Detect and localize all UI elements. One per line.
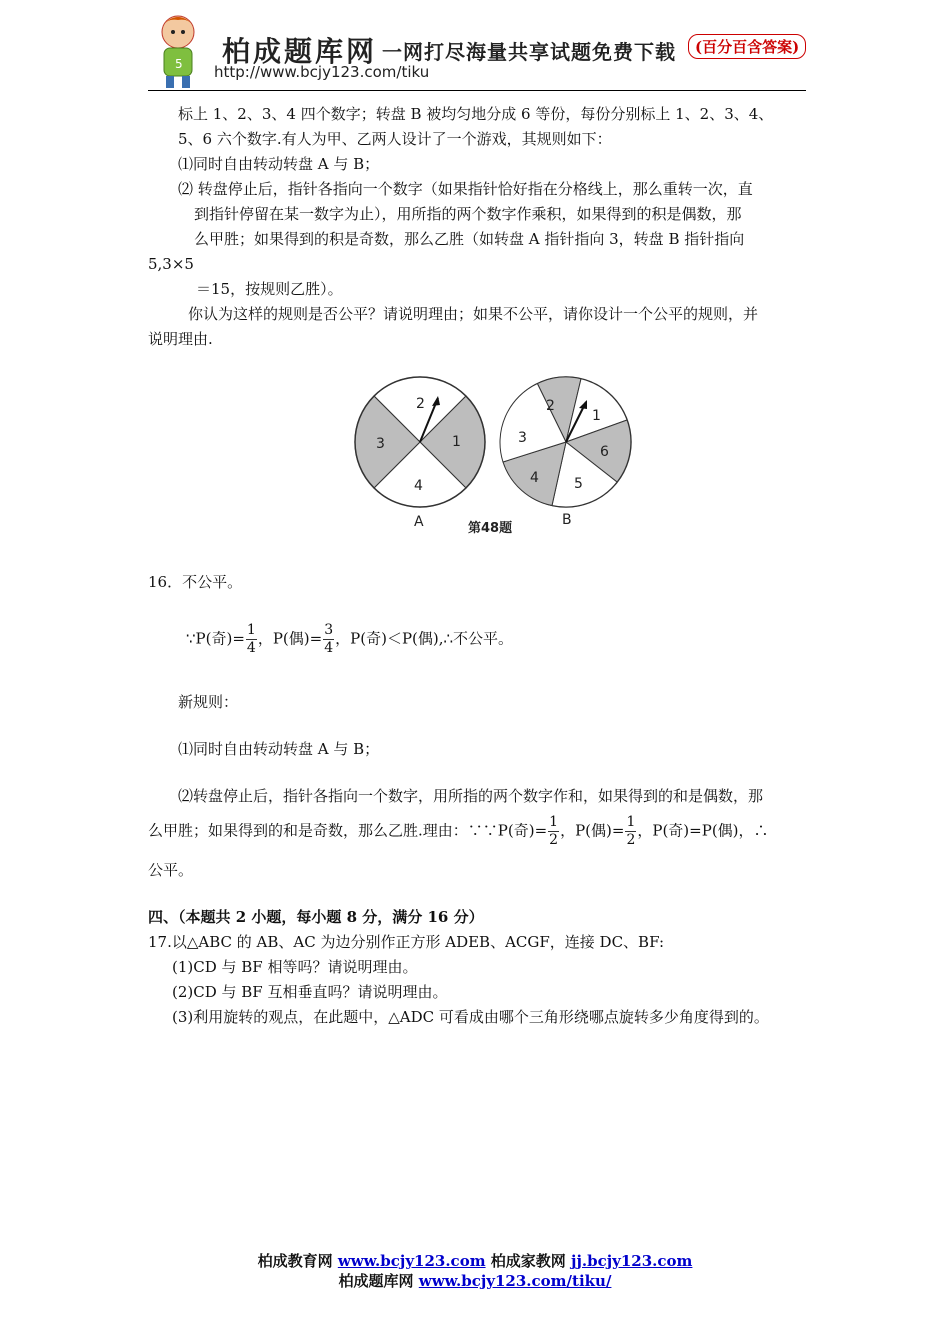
wheel-b-label-4: 4: [530, 470, 539, 486]
wheel-a: [355, 377, 485, 530]
problem-line: 到指针停留在某一数字为止），用所指的两个数字作乘积，如果得到的积是偶数，那: [194, 205, 742, 223]
question-17-part-3: (3)利用旋转的观点，在此题中，△ADC 可看成由哪个三角形绕哪点旋转多少角度得到的。: [172, 1008, 769, 1026]
wheel-b-label-1: 1: [592, 408, 601, 424]
wheel-b-label-2: 2: [546, 398, 555, 414]
problem-line: ＝15，按规则乙胜）。: [196, 280, 343, 298]
new-rule-2-line-2: 么甲胜；如果得到的和是奇数，那么乙胜.理由：∵∵P(奇)= $\frac{1}{2}$ ，P(偶)= $\frac{1}{2}$ ，P(奇)=P(偶)，∴: [148, 814, 769, 848]
fraction-one-half: $\frac{1}{2}$: [626, 814, 636, 848]
site-name: 柏成题库网: [222, 35, 378, 68]
new-rules-heading: 新规则：: [178, 693, 239, 711]
problem-line: 么甲胜；如果得到的积是奇数，那么乙胜（如转盘 A 指针指向 3，转盘 B 指针指向: [194, 230, 745, 248]
problem-line: 说明理由.: [148, 330, 213, 348]
wheel-b-label-5: 5: [574, 476, 583, 492]
spinner-figure: [340, 370, 650, 540]
mascot-logo: [148, 10, 214, 92]
footer-line-1: 柏成教育网 www.bcjy123.com 柏成家教网 jj.bcjy123.com: [257, 1252, 693, 1270]
header-divider: [148, 90, 806, 91]
footer-line-2: 柏成题库网 www.bcjy123.com/tiku/: [338, 1272, 612, 1290]
new-rule-2-line-1: ⑵转盘停止后，指针各指向一个数字，用所指的两个数字作和，如果得到的和是偶数，那: [178, 787, 764, 805]
wheel-a-label-3: 3: [376, 436, 385, 452]
fraction-three-quarters: $\frac{3}{4}$: [324, 622, 334, 656]
footer-link-bcjy[interactable]: www.bcjy123.com: [337, 1252, 486, 1270]
footer-link-jj[interactable]: jj.bcjy123.com: [571, 1252, 693, 1270]
new-rule-2-line-3: 公平。: [148, 861, 194, 879]
problem-line: 你认为这样的规则是否公平？请说明理由；如果不公平，请你设计一个公平的规则，并: [188, 305, 759, 323]
problem-line: 5,3×5: [148, 255, 194, 273]
wheel-a-label-2: 2: [416, 396, 425, 412]
fraction-one-quarter: $\frac{1}{4}$: [246, 622, 256, 656]
answer-badge: (百分百含答案): [688, 34, 806, 59]
answer-intro: 16．不公平。: [148, 573, 243, 591]
site-slogan: 一网打尽海量共享试题免费下载: [382, 40, 676, 64]
problem-line: ⑵ 转盘停止后，指针各指向一个数字（如果指针恰好指在分格线上，那么重转一次，直: [178, 180, 753, 198]
problem-line: ⑴同时自由转动转盘 A 与 B；: [178, 155, 380, 173]
wheel-b-label-6: 6: [600, 444, 609, 460]
question-17-part-1: (1)CD 与 BF 相等吗？请说明理由。: [172, 958, 418, 976]
wheel-a-label-1: 1: [452, 434, 461, 450]
question-17: 17.以△ABC 的 AB、AC 为边分别作正方形 ADEB、ACGF，连接 DC、BF:: [148, 933, 664, 951]
footer-link-tiku[interactable]: www.bcjy123.com/tiku/: [418, 1272, 612, 1290]
new-rule-1: ⑴同时自由转动转盘 A 与 B；: [178, 740, 380, 758]
wheel-a-name: A: [414, 514, 424, 530]
question-17-part-2: (2)CD 与 BF 互相垂直吗？请说明理由。: [172, 983, 448, 1001]
wheel-b-name: B: [562, 512, 572, 528]
svg-text:5: 5: [175, 57, 183, 71]
figure-caption: 第48题: [468, 521, 513, 536]
problem-line: 5、6 六个数字.有人为甲、乙两人设计了一个游戏，其规则如下：: [178, 130, 612, 148]
header-url[interactable]: http://www.bcjy123.com/tiku: [214, 63, 430, 81]
fraction-one-half: $\frac{1}{2}$: [549, 814, 559, 848]
wheel-a-label-4: 4: [414, 478, 423, 494]
probability-line: ∵P(奇)= $\frac{1}{4}$ ，P(偶)= $\frac{3}{4}$ ，P(奇)＜P(偶),∴不公平。: [186, 622, 514, 656]
section-heading: 四、（本题共 2 小题，每小题 8 分，满分 16 分）: [148, 908, 484, 926]
wheel-b-label-3: 3: [518, 430, 527, 446]
wheel-b: [500, 377, 631, 528]
problem-line: 标上 1、2、3、4 四个数字；转盘 B 被均匀地分成 6 等份，每份分别标上 1、2、3、4、: [178, 105, 774, 123]
